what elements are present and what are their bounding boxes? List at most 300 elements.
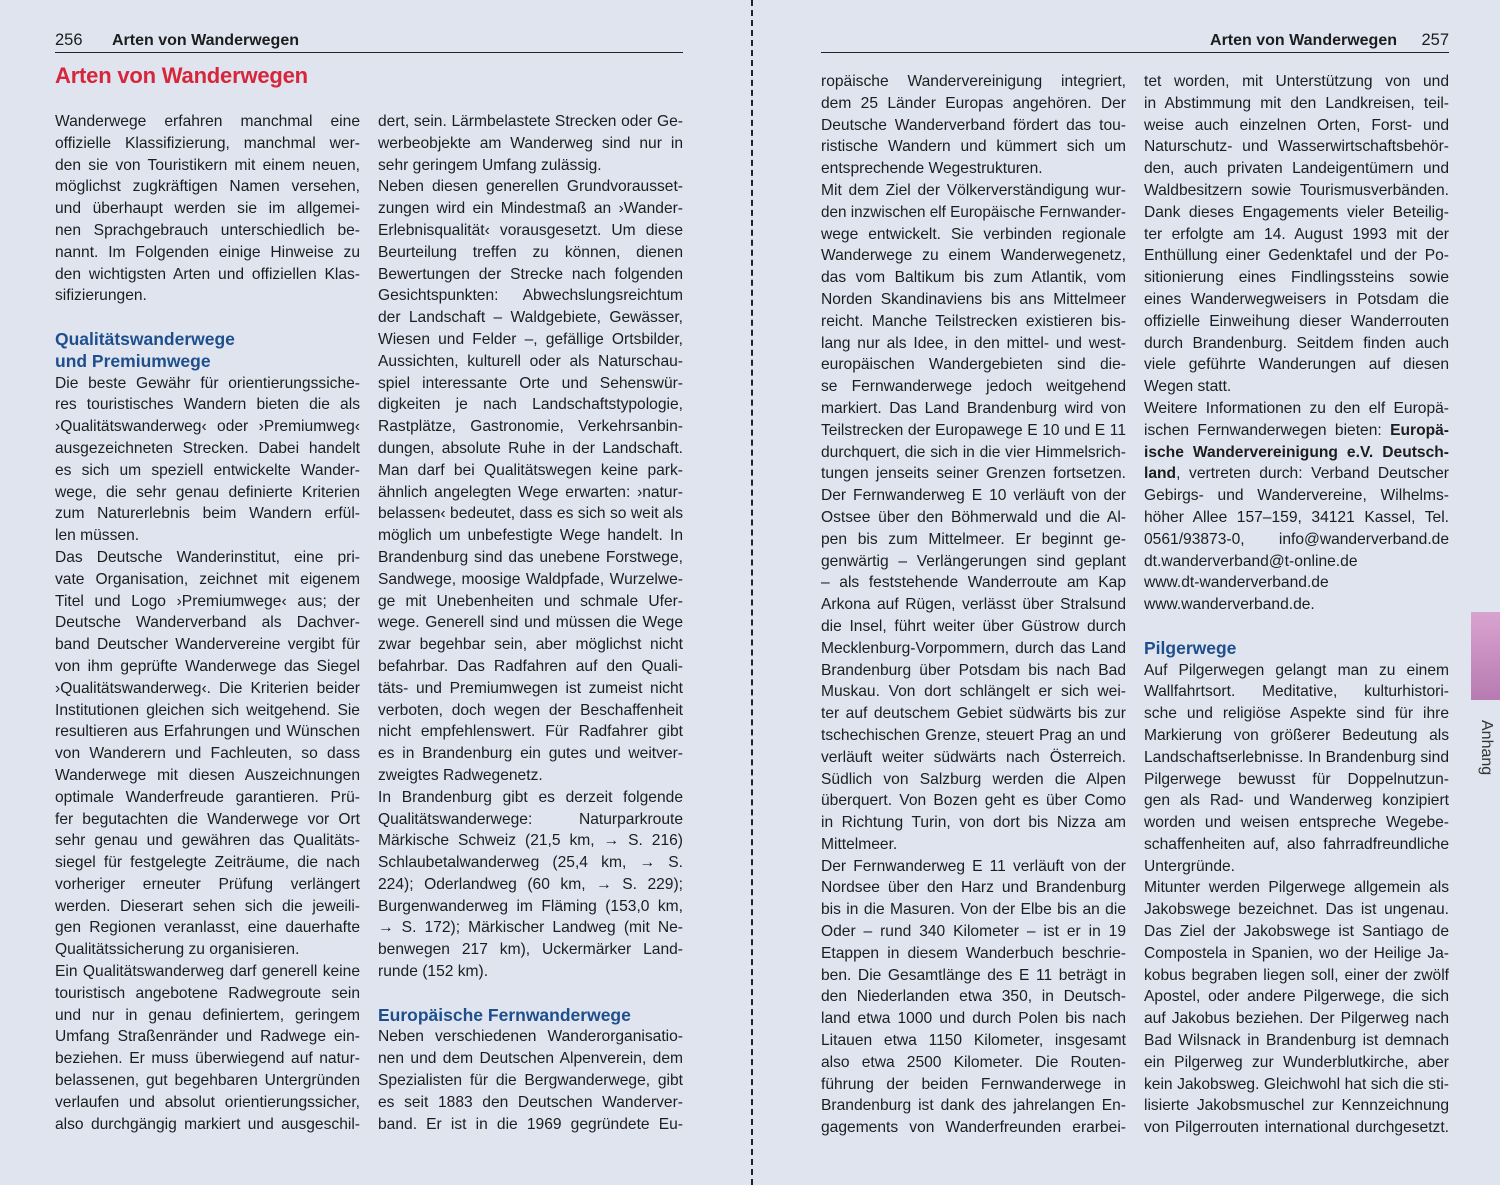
line-text: Umfang Straßenränder und Radwege ein-: [55, 1028, 360, 1046]
line-text: den sie von Touristikern mit einem neuen,: [55, 156, 360, 174]
line-text: Wallfahrtsort. Meditative, kulturhistori-: [1144, 683, 1449, 701]
text-line: [55, 438, 360, 460]
text-line: [55, 852, 360, 874]
text-line: [378, 329, 683, 351]
text-line: [55, 416, 360, 438]
text-line: [378, 656, 683, 678]
text-line: [378, 285, 683, 307]
line-text: res touristisches Wandern bieten die als: [55, 396, 360, 414]
text-line: [821, 921, 1126, 943]
line-text: offizielle Klassifizierung, manchmal wer-: [55, 134, 360, 152]
text-line: [821, 420, 1126, 442]
text-line: [1144, 877, 1449, 899]
text-line: [1144, 398, 1449, 420]
text-line: [1144, 463, 1449, 485]
text-line: [821, 398, 1126, 420]
line-text: Bewertungen der Strecke nach folgenden: [378, 265, 683, 283]
line-text: kobus begraben liegen soll, einer der zwölf: [1144, 966, 1449, 984]
line-text: schaffenheiten auf, also fahrradfreundliche: [1144, 835, 1449, 853]
line-text: europäischen Wandergebieten sind die-: [821, 356, 1126, 374]
text-line: [821, 71, 1126, 93]
line-text: Jakobswege bezeichnet. Das ist ungenau.: [1144, 901, 1449, 919]
text-line: [821, 551, 1126, 573]
text-column-4: [1144, 71, 1449, 1139]
text-line: [55, 460, 360, 482]
text-line: [821, 877, 1126, 899]
line-text: ›Qualitätswanderweg‹. Die Kriterien beider: [55, 679, 360, 697]
line-text: es sich um speziell entwickelte Wander-: [55, 461, 360, 479]
line-text: sche und religiöse Aspekte sind für ihre: [1144, 705, 1449, 723]
line-text: den Niederlanden etwa 350, in Deutsch-: [821, 988, 1126, 1006]
line-text: also etwa 2500 Kilometer. Die Routen-: [821, 1053, 1126, 1071]
text-line: [1144, 267, 1449, 289]
text-line: [821, 333, 1126, 355]
text-line: [1144, 1095, 1449, 1117]
line-text: reicht. Manche Teilstrecken existieren bis-: [821, 312, 1126, 330]
page-gutter-divider: [751, 0, 753, 1185]
line-text: lisierte Jakobsmuschel zur Kennzeichnung: [1144, 1097, 1449, 1115]
text-line: [55, 765, 360, 787]
text-line: [378, 1048, 683, 1070]
text-line: [821, 1008, 1126, 1030]
line-text: dungen, absolute Ruhe in der Landschaft.: [378, 439, 683, 457]
line-text: www.wanderverband.de.: [1144, 596, 1315, 614]
heading-text: Qualitätswanderwege: [55, 328, 235, 349]
line-text: Qualitätswanderwege: Naturparkroute: [378, 810, 683, 828]
line-text: Märkische Schweiz (21,5 km, → S. 216): [378, 832, 683, 850]
text-line: [378, 1114, 683, 1136]
text-line: [378, 569, 683, 591]
line-text: zungen wird ein Mindestmaß an ›Wander-: [378, 200, 683, 218]
line-text: und nur in genau definiertem, geringem: [55, 1006, 360, 1024]
text-line: [821, 289, 1126, 311]
text-line: [821, 1074, 1126, 1096]
text-line: [55, 1048, 360, 1070]
line-text: Neben diesen generellen Grundvorausset-: [378, 178, 683, 196]
line-text: Neben verschiedenen Wanderorganisatio-: [378, 1028, 683, 1046]
text-line: [1144, 1117, 1449, 1139]
line-text: siegel für festgelegte Zeiträume, die nach: [55, 854, 360, 872]
text-line: [821, 943, 1126, 965]
text-line: [378, 1026, 683, 1048]
line-text: 224); Oderlandweg (60 km, → S. 229);: [378, 875, 683, 893]
text-line: [1144, 333, 1449, 355]
line-text: worden und weisen entspreche Wegebe-: [1144, 814, 1449, 832]
text-line: [1144, 965, 1449, 987]
line-text: digkeiten je nach Landschaftstypologie,: [378, 396, 683, 414]
text-column-1: [55, 111, 360, 1135]
line-text: der Landschaft – Waldgebiete, Gewässer,: [378, 309, 683, 327]
line-text: wege. Generell sind und müssen die Wege: [378, 614, 683, 632]
line-text: werbeobjekte am Wanderweg sind nur in: [378, 134, 683, 152]
line-text: Etappen in diesem Wanderbuch beschrie-: [821, 944, 1126, 962]
text-line: [55, 285, 360, 307]
line-text: markiert. Das Land Brandenburg wird von: [821, 399, 1126, 417]
text-line: [821, 224, 1126, 246]
text-line: [821, 812, 1126, 834]
text-line: [821, 245, 1126, 267]
line-text: vorheriger erneuter Prüfung verlängert: [55, 875, 360, 893]
line-text: Markierung von größerer Bedeutung als: [1144, 726, 1449, 744]
text-line: [1144, 202, 1449, 224]
blank-line: [55, 307, 360, 329]
line-text: von Wanderern und Fachleuten, so dass: [55, 745, 360, 763]
text-line: [821, 1095, 1126, 1117]
running-header-right: [821, 30, 1449, 53]
text-line: [1144, 725, 1449, 747]
text-line: [1144, 660, 1449, 682]
line-text: Südlich von Salzburg werden die Alpen: [821, 770, 1126, 788]
line-text: beziehen. Er muss überwiegend auf natur-: [55, 1050, 360, 1068]
line-text: verboten, doch wegen der Beschaffenheit: [378, 701, 683, 719]
line-text: Mitunter werden Pilgerwege allgemein als: [1144, 879, 1449, 897]
section-heading: [1144, 638, 1449, 660]
text-line: [55, 830, 360, 852]
text-line: [378, 939, 683, 961]
text-line: [55, 721, 360, 743]
text-line: [378, 917, 683, 939]
line-text: Brandenburg sind das unebene Forstwege,: [378, 548, 683, 566]
text-line: [821, 136, 1126, 158]
text-line: [55, 176, 360, 198]
line-text: Rastplätze, Gastronomie, Verkehrsanbin-: [378, 418, 683, 436]
text-line: [55, 809, 360, 831]
line-text: tungen jenseits seiner Grenzen fortsetzen.: [821, 465, 1126, 483]
line-text: se Fernwanderwege jedoch weitgehend: [821, 378, 1126, 396]
text-line: [1144, 115, 1449, 137]
text-line: [821, 485, 1126, 507]
line-text: möglich um unbefestigte Wege handelt. In: [378, 527, 683, 545]
text-line: [1144, 529, 1449, 551]
text-segment: ischen Fernwanderwegen bieten:: [1144, 421, 1391, 439]
text-line: [55, 242, 360, 264]
line-text: Compostela in Spanien, wo der Heilige Ja-: [1144, 944, 1449, 962]
line-text: in Richtung Turin, von dort bis Nizza am: [821, 814, 1126, 832]
line-text: Wegen statt.: [1144, 378, 1232, 396]
text-line: [378, 961, 683, 983]
text-line: [1144, 1008, 1449, 1030]
line-text: es in Brandenburg ein gutes und weitver-: [378, 745, 683, 763]
text-line: [55, 547, 360, 569]
line-text: Wanderwege mit diesen Auszeichnungen: [55, 766, 360, 784]
line-text: Weitere Informationen zu den elf Europä-: [1144, 399, 1449, 417]
page-number: 257: [1421, 31, 1449, 49]
line-text: das vom Baltikum bis zum Atlantik, vom: [821, 269, 1126, 287]
text-line: [378, 307, 683, 329]
text-line: [378, 1092, 683, 1114]
line-text: Landschaftserlebnisse. In Brandenburg sind: [1144, 748, 1449, 766]
line-text: Man darf bei Qualitätswegen keine park-: [378, 461, 683, 479]
text-line: [378, 482, 683, 504]
text-line: [1144, 1052, 1449, 1074]
line-text: führung der beiden Fernwanderwege in: [821, 1075, 1126, 1093]
line-text: dt.wanderverband@t-online.de: [1144, 552, 1358, 570]
line-text: nen Sprachgebrauch unterschiedlich be-: [55, 221, 360, 239]
text-line: [821, 507, 1126, 529]
text-line: [378, 155, 683, 177]
line-text: belassen‹ bedeutet, dass es sich so weit als: [378, 505, 683, 523]
line-text: zum Naturerlebnis beim Wandern erfül-: [55, 505, 360, 523]
text-line: [821, 463, 1126, 485]
line-text: Ostsee über den Böhmerwald und die Al-: [821, 508, 1126, 526]
text-line: [821, 769, 1126, 791]
text-line: [378, 809, 683, 831]
text-line: [1144, 93, 1449, 115]
line-text: Enthüllung einer Gedenktafel und der Po-: [1144, 247, 1449, 265]
text-line: [55, 1114, 360, 1136]
line-text: ausgezeichneten Strecken. Dabei handelt: [55, 439, 360, 457]
line-text: ter erfolgte am 14. August 1993 mit der: [1144, 225, 1449, 243]
text-line: [378, 1070, 683, 1092]
text-line: [378, 874, 683, 896]
line-text: den, auch privaten Landeigentümern und: [1144, 160, 1449, 178]
line-text: Titel und Logo ›Premiumwege‹ aus; der: [55, 592, 360, 610]
text-line: [378, 460, 683, 482]
line-text: Arkona auf Rügen, verlässt über Stralsund: [821, 596, 1126, 614]
line-text: überquert. Von Bozen geht es über Como: [821, 792, 1126, 810]
line-text: Institutionen gleichen sich weitgehend. Sie: [55, 701, 360, 719]
line-text: sehr geringem Umfang zulässig.: [378, 156, 602, 174]
line-text: Nordsee über den Harz und Brandenburg: [821, 879, 1126, 897]
line-text: in Abstimmung mit den Landkreisen, teil-: [1144, 94, 1449, 112]
text-line: [1144, 834, 1449, 856]
text-line: [378, 547, 683, 569]
line-text: [1144, 463, 1449, 485]
line-text: Qualitätssicherung zu organisieren.: [55, 941, 300, 959]
text-line: [1144, 790, 1449, 812]
text-line: [55, 612, 360, 634]
line-text: nicht empfehlenswert. Für Radfahrer gibt: [378, 723, 683, 741]
text-line: [1144, 289, 1449, 311]
text-line: [821, 376, 1126, 398]
text-line: [821, 790, 1126, 812]
running-header-left: [55, 30, 683, 53]
text-line: [378, 351, 683, 373]
line-text: offizielle Einweihung dieser Wanderrouten: [1144, 312, 1449, 330]
line-text: Erlebnisqualität‹ vorausgesetzt. Um diese: [378, 221, 683, 239]
text-line: [55, 939, 360, 961]
thumb-tab-label: [1473, 720, 1499, 780]
line-text: werden. Dieserart sehen sich die jeweili-: [55, 897, 360, 915]
text-line: [55, 155, 360, 177]
line-text: Spezialisten für die Bergwanderwege, gibt: [378, 1072, 683, 1090]
line-text: ›Qualitätswanderweg‹ oder ›Premiumweg‹: [55, 418, 360, 436]
line-text: Schlaubetalwanderweg (25,4 km, → S.: [378, 854, 683, 872]
line-text: und überhaupt werden sie im allgemei-: [55, 200, 360, 218]
text-line: [821, 965, 1126, 987]
line-text: möglichst zugkräftigen Namen versehen,: [55, 178, 360, 196]
line-text: www.dt-wanderverband.de: [1144, 574, 1329, 592]
line-text: entsprechende Wegestrukturen.: [821, 160, 1043, 178]
text-line: [378, 503, 683, 525]
line-text: Deutsche Wanderverband fördert das tou-: [821, 116, 1126, 134]
text-line: [378, 220, 683, 242]
line-text: zwar begehbar sein, aber möglichst nicht: [378, 636, 683, 654]
line-text: Das Ziel der Jakobswege ist Santiago de: [1144, 923, 1449, 941]
line-text: Mittelmeer.: [821, 835, 898, 853]
text-line: [1144, 180, 1449, 202]
text-line: [378, 787, 683, 809]
line-text: fer begutachten die Wanderwege vor Ort: [55, 810, 360, 828]
text-line: [378, 133, 683, 155]
text-line: [821, 115, 1126, 137]
line-text: Norden Skandinaviens bis ans Mittelmeer: [821, 290, 1126, 308]
text-line: [55, 394, 360, 416]
line-text: In Brandenburg gibt es derzeit folgende: [378, 788, 683, 806]
page-number: 256: [55, 31, 83, 49]
text-line: [55, 1026, 360, 1048]
line-text: Oder – rund 340 Kilometer – ist er in 19: [821, 923, 1126, 941]
line-text: also durchgängig markiert und ausgeschil-: [55, 1115, 360, 1133]
line-text: sehr genau und gewähren das Qualitäts-: [55, 832, 360, 850]
line-text: täts- und Premiumwegen ist zumeist nicht: [378, 679, 683, 697]
line-text: band. Er ist in die 1969 gegründete Eu-: [378, 1115, 683, 1133]
line-text: Pilgerwege bewusst für Doppelnutzun-: [1144, 770, 1449, 788]
text-line: [1144, 158, 1449, 180]
line-text: sitionierung eines Findlingssteins sowie: [1144, 269, 1449, 287]
line-text: verlaufen und absolut orientierungssicher,: [55, 1093, 360, 1111]
line-text: Wiesen und Felder –, gefällige Ortsbilder,: [378, 330, 683, 348]
text-line: [821, 180, 1126, 202]
line-text: Teilstrecken der Europawege E 10 und E 11: [821, 421, 1126, 439]
line-text: Naturschutz- und Wasserwirtschaftsbehör-: [1144, 138, 1449, 156]
text-line: [378, 176, 683, 198]
text-line: [1144, 71, 1449, 93]
text-line: [1144, 136, 1449, 158]
text-line: [378, 743, 683, 765]
text-line: [55, 482, 360, 504]
line-text: auf Jakobus beziehen. Der Pilgerweg nach: [1144, 1010, 1449, 1028]
line-text: land etwa 1000 und durch Polen bis nach: [821, 1010, 1126, 1028]
line-text: Burgenwanderweg im Fläming (153,0 km,: [378, 897, 683, 915]
text-line: [378, 852, 683, 874]
text-line: [55, 111, 360, 133]
text-line: [821, 703, 1126, 725]
line-text: resultieren aus Erfahrungen und Wünschen: [55, 723, 360, 741]
text-line: [821, 311, 1126, 333]
text-line: [378, 678, 683, 700]
text-line: [821, 1052, 1126, 1074]
line-text: dem 25 Länder Europas angehören. Der: [821, 94, 1126, 112]
line-text: viele geführte Wanderungen auf diesen: [1144, 356, 1449, 374]
line-text: eines Wanderwegweisers in Potsdam die: [1144, 290, 1449, 308]
text-line: [821, 638, 1126, 660]
line-text: band Deutscher Wandervereine vergibt für: [55, 636, 360, 654]
text-line: [55, 917, 360, 939]
line-text: Wanderwege zu einem Wanderwegenetz,: [821, 247, 1126, 265]
text-line: [1144, 442, 1449, 464]
text-line: [378, 612, 683, 634]
line-text: es seit 1883 den Deutschen Wanderver-: [378, 1093, 683, 1111]
text-line: [821, 834, 1126, 856]
line-text: optimale Wanderfreude garantieren. Prü-: [55, 788, 360, 806]
text-column-3: [821, 71, 1126, 1139]
line-text: Apostel, oder andere Pilgerwege, die sich: [1144, 988, 1449, 1006]
text-line: [55, 787, 360, 809]
text-line: [378, 438, 683, 460]
text-line: [378, 591, 683, 613]
line-text: ter auf deutschem Gebiet südwärts bis zur: [821, 705, 1126, 723]
line-text: len müssen.: [55, 527, 140, 545]
line-text: pen bis zum Mittelmeer. Er beginnt ge-: [821, 530, 1126, 548]
text-line: [55, 678, 360, 700]
text-line: [55, 373, 360, 395]
text-line: [1144, 485, 1449, 507]
text-line: [55, 569, 360, 591]
section-heading: [55, 351, 360, 373]
text-line: [821, 442, 1126, 464]
line-text: Gesichtspunkten: Abwechslungsreichtum: [378, 287, 683, 305]
section-heading: [378, 1005, 683, 1027]
text-line: [1144, 572, 1449, 594]
text-line: [378, 111, 683, 133]
line-text: Mit dem Ziel der Völkerverständigung wur-: [821, 181, 1126, 199]
text-line: [378, 264, 683, 286]
line-text: durchquert, die sich in die vier Himmelsrich-: [821, 443, 1126, 461]
text-line: [1144, 1074, 1449, 1096]
line-text: 0561/93873-0, info@wanderverband.de: [1144, 530, 1449, 548]
text-line: [378, 198, 683, 220]
text-line: [821, 660, 1126, 682]
line-text: Dank dieses Engagements vieler Beteilig-: [1144, 203, 1449, 221]
text-line: [55, 198, 360, 220]
line-text: wege, die sehr genau definierte Kriterien: [55, 483, 360, 501]
line-text: tet worden, mit Unterstützung von und: [1144, 73, 1449, 90]
text-line: [55, 874, 360, 896]
text-line: [821, 1030, 1126, 1052]
text-line: [821, 202, 1126, 224]
line-text: weise auch einzelnen Orten, Forst- und: [1144, 116, 1449, 134]
line-text: Der Fernwanderweg E 11 verläuft von der: [821, 857, 1126, 875]
line-text: ben. Die Gesamtlänge des E 11 beträgt in: [821, 966, 1126, 984]
line-text: Litauen etwa 1150 Kilometer, insgesamt: [821, 1032, 1126, 1050]
heading-text: Pilgerwege: [1144, 637, 1237, 658]
text-line: [1144, 354, 1449, 376]
section-heading: [55, 329, 360, 351]
text-line: [821, 616, 1126, 638]
text-line: [55, 634, 360, 656]
line-text: Mecklenburg-Vorpommern, durch das Land: [821, 639, 1126, 657]
text-line: [821, 747, 1126, 769]
text-line: [55, 743, 360, 765]
text-line: [55, 525, 360, 547]
line-text: von Pilgerrouten international durchgesetzt.: [1144, 1119, 1449, 1137]
text-line: [378, 721, 683, 743]
text-line: [378, 416, 683, 438]
line-text: Bad Wilsnack in Brandenburg ist demnach: [1144, 1032, 1449, 1050]
text-line: [1144, 703, 1449, 725]
text-line: [378, 373, 683, 395]
text-line: [1144, 747, 1449, 769]
line-text: Der Fernwanderweg E 10 verläuft von der: [821, 487, 1126, 505]
text-line: [1144, 311, 1449, 333]
bold-text: land: [1144, 465, 1177, 483]
text-line: [55, 1070, 360, 1092]
line-text: zweigtes Radwegenetz.: [378, 766, 543, 784]
line-text: nen und dem Deutschen Alpenverein, dem: [378, 1050, 683, 1068]
line-text: Die beste Gewähr für orientierungssiche-: [55, 374, 360, 392]
line-text: durch Brandenburg. Seitdem finden auch: [1144, 334, 1449, 352]
line-text: spiel interessante Orte und Sehenswür-: [378, 374, 683, 392]
text-line: [1144, 507, 1449, 529]
line-text: den inzwischen elf Europäische Fernwander-: [821, 203, 1126, 221]
text-line: [55, 896, 360, 918]
line-text: vate Organisation, zeichnet mit eigenem: [55, 570, 360, 588]
bold-text: Europä-: [1390, 421, 1449, 439]
text-line: [1144, 899, 1449, 921]
text-line: [378, 634, 683, 656]
running-head-title: Arten von Wanderwegen: [1210, 32, 1397, 49]
